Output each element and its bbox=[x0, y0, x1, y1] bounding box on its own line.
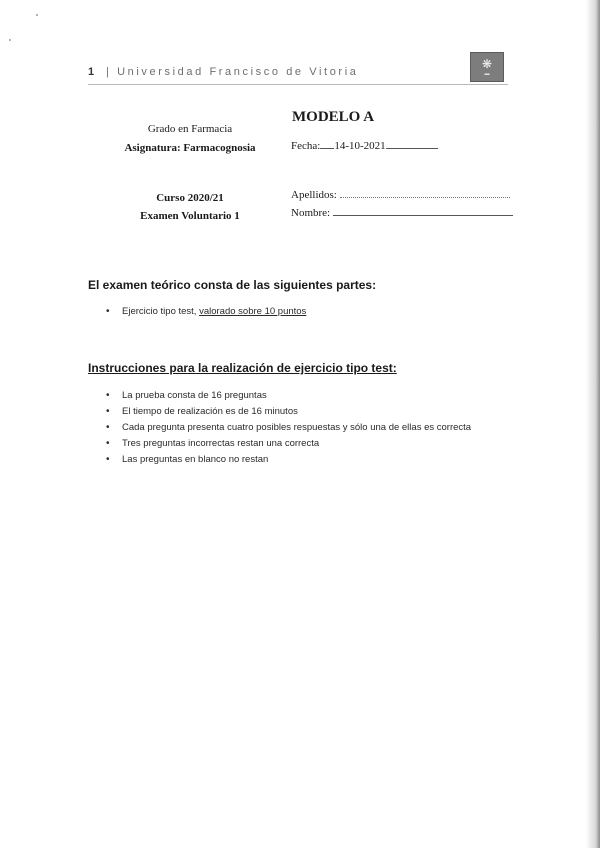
section-instructions-title: Instrucciones para la realización de ejercicio tipo test: bbox=[88, 361, 397, 375]
list-item: • El tiempo de realización es de 16 minutos bbox=[106, 404, 486, 420]
model-title: MODELO A bbox=[292, 109, 375, 125]
degree-label: Grado en Farmacia bbox=[147, 123, 233, 135]
item-text: Ejercicio tipo test, bbox=[122, 306, 200, 317]
surname-line bbox=[340, 187, 510, 198]
date-line-left bbox=[320, 138, 334, 149]
instructions-list bbox=[106, 388, 486, 468]
list-item: • Las preguntas en blanco no restan bbox=[106, 452, 486, 468]
list-item bbox=[106, 304, 306, 320]
section-exam-parts-title: El examen teórico consta de las siguientes partes: bbox=[88, 278, 377, 292]
university-logo bbox=[470, 52, 504, 82]
date-field bbox=[291, 138, 438, 152]
subject-label: Asignatura: Farmacognosia bbox=[124, 142, 256, 154]
name-label: Nombre: bbox=[291, 207, 331, 219]
list-item: • Tres preguntas incorrectas restan una correcta bbox=[106, 436, 486, 452]
surname-field bbox=[291, 187, 510, 201]
name-field bbox=[291, 205, 513, 219]
logo-emblem-icon: ❋ bbox=[481, 57, 493, 71]
page-header bbox=[88, 66, 500, 84]
item-underlined-text: valorado sobre 10 puntos bbox=[199, 306, 307, 317]
date-label: Fecha: bbox=[291, 140, 321, 152]
exam-parts-list bbox=[106, 304, 306, 320]
scan-edge-shadow bbox=[586, 0, 600, 848]
logo-mark-icon: ▬ bbox=[484, 71, 490, 77]
scan-speck bbox=[9, 39, 11, 41]
date-line-right bbox=[386, 138, 438, 149]
list-item: • La prueba consta de 16 preguntas bbox=[106, 388, 486, 404]
list-item: • Cada pregunta presenta cuatro posibles respuestas y sólo una de ellas es correcta bbox=[106, 420, 486, 436]
course-label: Curso 2020/21 bbox=[156, 192, 224, 204]
university-name: | Universidad Francisco de Vitoria bbox=[106, 66, 359, 78]
header-rule bbox=[88, 84, 508, 85]
surname-label: Apellidos: bbox=[291, 189, 337, 201]
scan-speck bbox=[36, 14, 38, 16]
exam-label: Examen Voluntario 1 bbox=[140, 210, 240, 222]
page-number: 1 bbox=[88, 66, 95, 78]
name-line bbox=[333, 205, 513, 216]
date-value: 14-10-2021 bbox=[334, 140, 386, 152]
